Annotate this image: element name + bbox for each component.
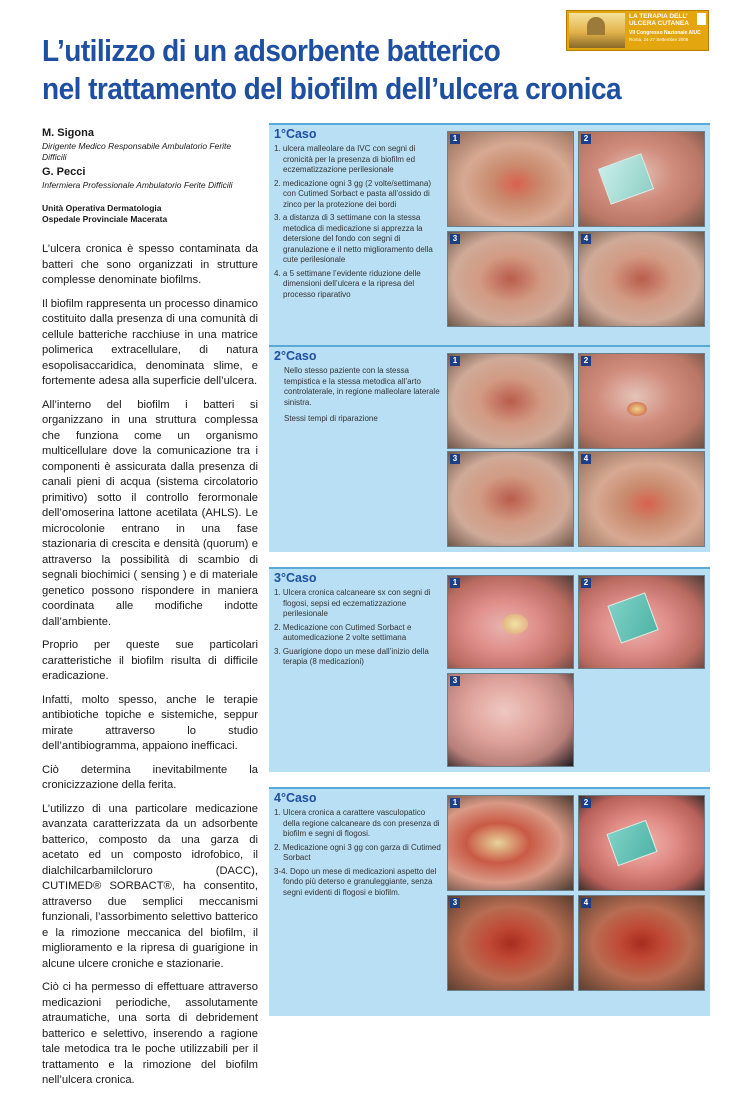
case-2-photo-2 <box>578 353 705 449</box>
photo-number: 3 <box>450 234 460 244</box>
photo-number: 1 <box>450 578 460 588</box>
case-3-text <box>274 571 444 671</box>
paragraph: Ciò determina inevitabilmente la cronicizzazione della ferita. <box>42 763 258 791</box>
author-name: M. Sigona <box>42 127 94 139</box>
photo-number: 2 <box>581 134 591 144</box>
author-role: Infermiera Professionale Ambulatorio Ferite Difficili <box>42 180 233 190</box>
aiuc-logo <box>697 13 706 25</box>
author-role: Dirigente Medico Responsabile Ambulatorio Ferite Difficili <box>42 141 232 162</box>
case-1-item: 1. ulcera malleolare da IVC con segni di cronicità per la presenza di biofilm ed eczematizzazione perilesionale <box>274 144 416 174</box>
case-3-title: 3°Caso <box>274 571 317 585</box>
photo-number: 1 <box>450 356 460 366</box>
poster-title <box>42 32 631 108</box>
paragraph: Proprio per queste sue particolari caratteristiche il biofilm risulta di difficile eradicazione. <box>42 639 258 682</box>
case-3-item: 2. Medicazione con Cutimed Sorbact e automedicazione 2 volte settimana <box>274 622 412 642</box>
photo-number: 3 <box>450 898 460 908</box>
case-1-panel <box>269 123 710 345</box>
photo-number: 1 <box>450 134 460 144</box>
case-4-text <box>274 791 444 901</box>
case-1-photo-3 <box>447 231 574 327</box>
case-1-item: 4. a 5 settimane l’evidente riduzione delle dimensioni dell’ulcera e la ripresa del processo riparativo <box>274 268 421 299</box>
case-2-title: 2°Caso <box>274 349 317 363</box>
case-2-photo-1 <box>447 353 574 449</box>
case-4-photo-2 <box>578 795 705 891</box>
case-2-text <box>274 349 444 431</box>
photo-number: 4 <box>581 898 591 908</box>
case-3-panel <box>269 567 710 772</box>
case-2-item: Stessi tempi di riparazione <box>284 414 378 423</box>
dressing-image <box>607 592 658 643</box>
institution <box>42 203 258 225</box>
case-4-item: 3-4. Dopo un mese di medicazioni aspetto del fondo più deterso e granuleggiante, senza segni evidenti di flogosi e biofilm. <box>274 866 437 897</box>
photo-number: 4 <box>581 234 591 244</box>
case-4-list <box>274 808 444 898</box>
photo-number: 2 <box>581 356 591 366</box>
title-line-2: nel trattamento del biofilm dell’ulcera cronica <box>42 72 622 106</box>
institution-unit: Unità Operativa Dermatologia <box>42 203 162 213</box>
case-3-list <box>274 588 444 668</box>
case-1-text <box>274 127 444 303</box>
case-4-photo-3 <box>447 895 574 991</box>
case-1-item: 2. medicazione ogni 3 gg (2 volte/settimana) con Cutimed Sorbact e pasta all’ossido di zinco per la protezione dei bordi <box>274 178 431 209</box>
photo-number: 3 <box>450 454 460 464</box>
case-4-photo-4 <box>578 895 705 991</box>
paragraph: Infatti, molto spesso, anche le terapie antibiotiche topiche e sistemiche, seppur mirate attraverso lo studio dell’antibiogramma, appaiono inefficaci. <box>42 693 258 752</box>
case-3-photo-2 <box>578 575 705 669</box>
paragraph: All’interno del biofilm i batteri si organizzano in una struttura complessa che funziona come un organismo multicellulare dove la comunicazione tra i componenti è assicurata dalla presenza di canali pieni di acqua (sistema circolatorio primitivo) sotto il controllo ferormonale dell’omoserina lattone acetilata (AHLS). Le microcolonie entrano in una fase stazionaria di crescita e densità (quorum) e attraverso la possibilità di scambio di segnali biochimici ( sensing ) e di materiale genetico possono rispondere in maniera coordinata alle modifiche indotte dall’ambiente. <box>42 398 258 628</box>
dressing-image <box>606 820 657 866</box>
case-1-photo-1 <box>447 131 574 227</box>
case-4-photo-1 <box>447 795 574 891</box>
body-text <box>42 242 258 1097</box>
case-4-title: 4°Caso <box>274 791 317 805</box>
authors-block <box>42 127 258 225</box>
photo-number: 3 <box>450 676 460 686</box>
case-3-item: 1. Ulcera cronica calcaneare sx con segni di flogosi, sepsi ed eczematizzazione perilesionale <box>274 588 431 618</box>
banner-date: Roma, 24-27 Settembre 2008 <box>629 37 689 42</box>
paragraph: L’ulcera cronica è spesso contaminata da batteri che sono organizzati in strutture complesse denominate biofilms. <box>42 243 258 286</box>
paragraph: Ciò ci ha permesso di effettuare attraverso medicazioni periodiche, assolutamente atraumatiche, una sorta di debridement batterico e selettivo, inserendo a ragione tale metodica tra le poche utilizzabili per il trattamento e la rimozione del biofilm nell’ulcera cronica. <box>42 981 258 1086</box>
dressing-image <box>598 153 654 204</box>
author-name: G. Pecci <box>42 166 86 178</box>
photo-number: 1 <box>450 798 460 808</box>
wound-image <box>627 402 647 416</box>
case-2-description <box>274 366 444 425</box>
case-3-photo-3 <box>447 673 574 767</box>
case-3-item: 3. Guarigione dopo un mese dall’inizio della terapia (8 medicazioni) <box>274 646 429 666</box>
case-4-item: 2. Medicazione ogni 3 gg con garza di Cutimed Sorbact <box>274 842 441 862</box>
case-1-photo-4 <box>578 231 705 327</box>
case-2-item: Nello stesso paziente con la stessa tempistica e la stessa metodica all’arto controlaterale, in regione malleolare laterale sinistra. <box>284 366 440 407</box>
congress-banner <box>566 10 709 51</box>
case-1-item: 3. a distanza di 3 settimane con la stessa metodica di medicazione si apprezza la detersione del fondo con segni di granulazione e il netto miglioramento della cute perilesionale <box>274 213 433 264</box>
title-line-1: L’utilizzo di un adsorbente batterico <box>42 34 501 68</box>
case-2-panel <box>269 345 710 552</box>
photo-number: 2 <box>581 798 591 808</box>
case-2-photo-3 <box>447 451 574 547</box>
institution-hospital: Ospedale Provinciale Macerata <box>42 214 168 224</box>
banner-congress: VII Congresso Nazionale AIUC <box>629 30 701 36</box>
case-2-photo-4 <box>578 451 705 547</box>
case-3-photo-1 <box>447 575 574 669</box>
banner-picture <box>569 13 625 48</box>
case-1-title: 1°Caso <box>274 127 317 141</box>
paragraph: Il biofilm rappresenta un processo dinamico costituito dalla presenza di una comunità di cellule batteriche racchiuse in una matrice polimerica extracellulare, di natura esopolisaccaridica, denominata slime, e fortemente adesa alla superficie dell’ulcera. <box>42 297 258 387</box>
case-1-photo-2 <box>578 131 705 227</box>
wound-image <box>502 614 528 634</box>
paragraph: L’utilizzo di una particolare medicazione avanzata caratterizzata da un adsorbente batterico, composto da una garza di acetato ed un composto idrofobico, il dialchilcarbamilcloruro (DACC), CUTIMED® SORBACT®, ha consentito, attraverso due semplici meccanismi funzionali, l’assorbimento selettivo batterico e la rimozione meccanica del biofilm, il miglioramento e la ripresa di guarigione in alcune ulcere croniche e stazionarie. <box>42 802 258 970</box>
banner-title: LA TERAPIA DELL’ ULCERA CUTANEA <box>629 13 689 27</box>
photo-number: 2 <box>581 578 591 588</box>
case-1-list <box>274 144 444 300</box>
photo-number: 4 <box>581 454 591 464</box>
case-4-panel <box>269 787 710 1016</box>
case-4-item: 1. Ulcera cronica a carattere vasculopatico della regione calcaneare ds con presenza di biofilm e segni di flogosi. <box>274 808 440 838</box>
